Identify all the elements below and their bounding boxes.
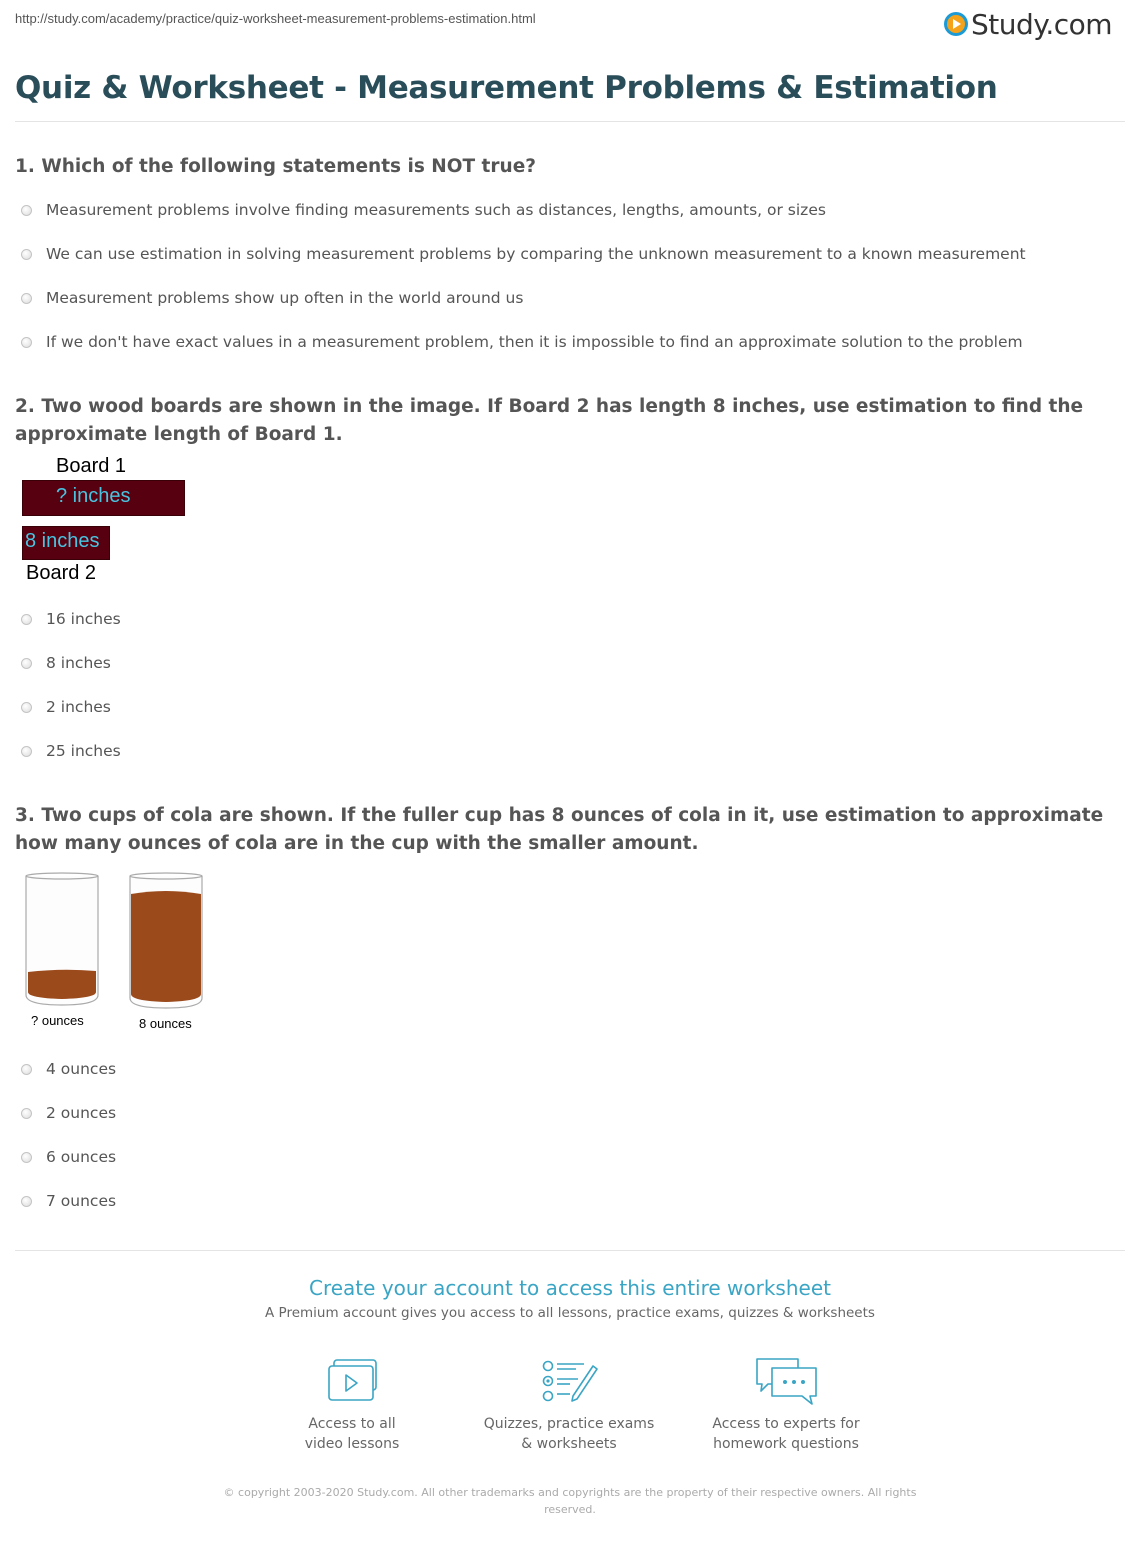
radio-button[interactable]	[21, 702, 32, 713]
logo-text: Study.com	[971, 7, 1113, 41]
small-cup-cola	[28, 970, 96, 999]
board-1-label: Board 1	[56, 455, 127, 477]
question-2-option[interactable]	[21, 740, 121, 762]
cta-subtitle: A Premium account gives you access to all lessons, practice exams, quizzes & worksheets	[265, 1305, 875, 1321]
question-2-option[interactable]	[21, 652, 111, 674]
quiz-checklist-icon	[540, 1358, 600, 1404]
option-label: 2 inches	[46, 698, 111, 716]
question-3-option[interactable]	[21, 1190, 116, 1212]
radio-button[interactable]	[21, 1152, 32, 1163]
cta-title[interactable]: Create your account to access this entire worksheet	[309, 1276, 831, 1300]
radio-button[interactable]	[21, 1108, 32, 1119]
page-url: http://study.com/academy/practice/quiz-worksheet-measurement-problems-estimation.html	[15, 11, 536, 26]
play-logo-icon	[944, 12, 968, 36]
option-label: 8 inches	[46, 654, 111, 672]
board-2-label: Board 2	[26, 562, 97, 584]
question-2-option[interactable]	[21, 608, 121, 630]
cola-cups-figure	[20, 870, 210, 1010]
cup-2-label: 8 ounces	[139, 1016, 192, 1031]
video-lesson-icon	[326, 1358, 380, 1404]
board-1-text: ? inches	[56, 485, 131, 507]
option-label: If we don't have exact values in a measurement problem, then it is impossible to find an approximate solution to the problem	[46, 333, 1023, 351]
question-3-option[interactable]	[21, 1146, 116, 1168]
question-1-title: 1. Which of the following statements is NOT true?	[15, 156, 536, 177]
feature-label: Access to all video lessons	[304, 1416, 400, 1452]
page-title: Quiz & Worksheet - Measurement Problems & Estimation	[15, 70, 998, 106]
option-label: 2 ounces	[46, 1104, 117, 1122]
radio-button[interactable]	[21, 658, 32, 669]
option-label: 6 ounces	[46, 1148, 117, 1166]
radio-button[interactable]	[21, 249, 32, 260]
feature-label: Quizzes, practice exams & worksheets	[483, 1416, 655, 1452]
feature-label: Access to experts for homework questions	[712, 1416, 860, 1452]
study-logo[interactable]	[944, 6, 1112, 42]
radio-button[interactable]	[21, 1196, 32, 1207]
question-3-option[interactable]	[21, 1058, 116, 1080]
board-2-text: 8 inches	[25, 530, 100, 552]
small-cup	[26, 873, 98, 1005]
question-2-title: 2. Two wood boards are shown in the image. If Board 2 has length 8 inches, use estimation to find the approximate length of Board 1.	[15, 396, 1084, 445]
content-divider	[15, 1250, 1125, 1251]
question-3-option[interactable]	[21, 1102, 116, 1124]
option-label: We can use estimation in solving measurement problems by comparing the unknown measurement to a known measurement	[46, 245, 1026, 263]
question-1-option[interactable]	[21, 199, 826, 221]
radio-button[interactable]	[21, 1064, 32, 1075]
option-label: Measurement problems show up often in the world around us	[46, 289, 524, 307]
question-2-option[interactable]	[21, 696, 111, 718]
radio-button[interactable]	[21, 337, 32, 348]
option-label: Measurement problems involve finding measurements such as distances, lengths, amounts, or sizes	[46, 201, 826, 219]
option-label: 16 inches	[46, 610, 121, 628]
option-label: 25 inches	[46, 742, 121, 760]
radio-button[interactable]	[21, 746, 32, 757]
full-cup	[130, 873, 202, 1008]
option-label: 4 ounces	[46, 1060, 117, 1078]
question-1-option[interactable]	[21, 243, 1026, 265]
radio-button[interactable]	[21, 205, 32, 216]
radio-button[interactable]	[21, 614, 32, 625]
cup-1-label: ? ounces	[31, 1013, 84, 1028]
header-divider	[15, 121, 1125, 122]
question-1-option[interactable]	[21, 331, 1023, 353]
full-cup-cola	[131, 891, 201, 1002]
question-1-option[interactable]	[21, 287, 523, 309]
radio-button[interactable]	[21, 293, 32, 304]
chat-bubbles-icon	[754, 1356, 820, 1406]
copyright: © copyright 2003-2020 Study.com. All other trademarks and copyrights are the property of their respective owners. All rights reserved.	[223, 1486, 917, 1516]
option-label: 7 ounces	[46, 1192, 117, 1210]
question-3-title: 3. Two cups of cola are shown. If the fuller cup has 8 ounces of cola in it, use estimation to approximate how many ounces of cola are in the cup with the smaller amount.	[15, 805, 1104, 854]
